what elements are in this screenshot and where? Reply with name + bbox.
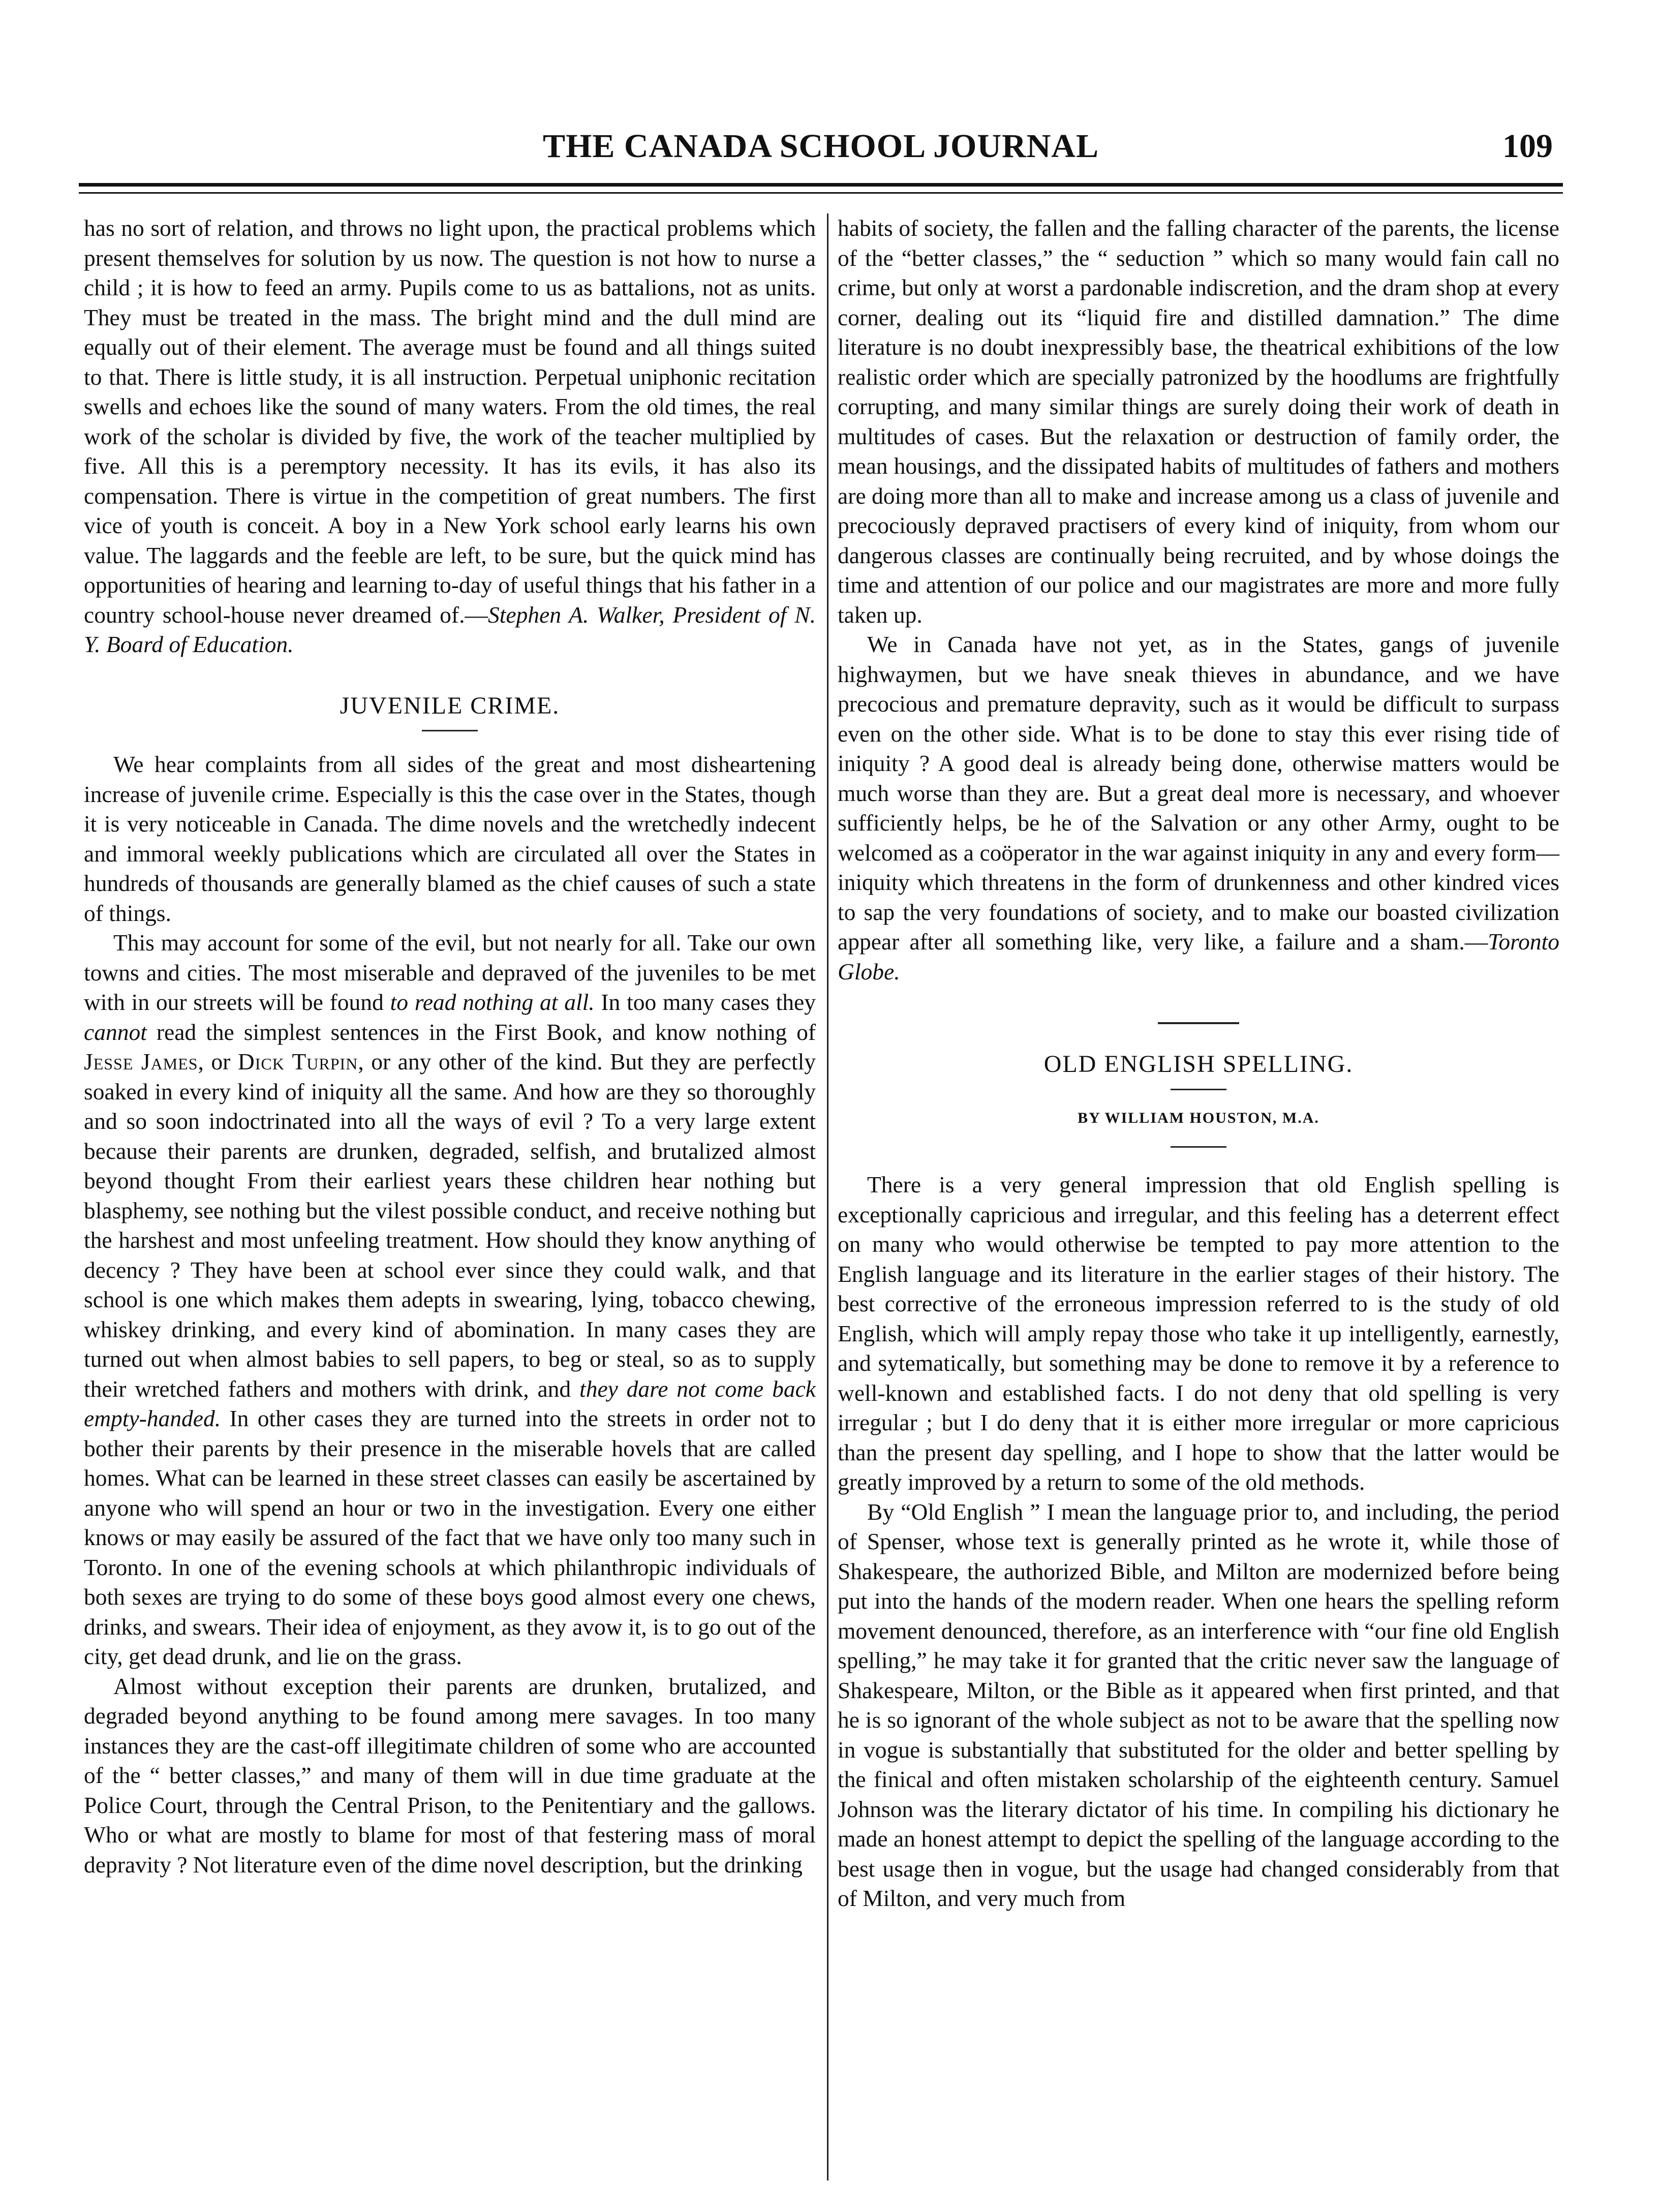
section-rule (1158, 1022, 1239, 1024)
heading-rule (1171, 1089, 1226, 1090)
paragraph (838, 630, 1559, 987)
continued-paragraph: habits of society, the fallen and the falling character of the parents, the license of the “better classes,” the “ seduction ” which so many would fain call no crime, but only at worst a pardonable indiscretion, and the dram shop at every corner, dealing out its “liquid fire and distilled damnation.” The dime literature is no doubt inexpressibly base, the theatrical exhibitions of the low realistic order which are specially patronized by the hoodlums are frightfully corrupting, and many similar things are surely doing their work of death in multitudes of cases. But the relaxation or destruction of family order, the mean housings, and the dissipated habits of multitudes of fathers and mothers are doing more than all to make and increase among us a class of juvenile and precociously depraved practisers of every kind of iniquity, from whom our dangerous classes are continually being recruited, and by whose doings the time and attention of our police and our magistrates are more and more fully taken up. (838, 215, 1559, 628)
continued-paragraph (84, 213, 816, 660)
header-rule-thin (79, 192, 1563, 194)
text-run: This may account for some of the evil, but not nearly for all. Take our own towns and cities. The most miserable and depraved of the juveniles to be met with in our streets will be found (84, 930, 816, 1015)
text-run: read the simplest sentences in the First Book, and know nothing of (146, 1019, 816, 1045)
name-run: Dick Turpin (237, 1049, 358, 1074)
attribution: Toronto Globe. (838, 929, 1559, 985)
paragraph: We hear complaints from all sides of the great and most disheartening increase of juvenile crime. Especially is this the case over in the States, though it is very noticeable in Canada. The dime novels and the wretchedly indecent and immoral weekly publications which are circulated all over the States in hundreds of thousands are generally blamed as the chief causes of such a state of things. (84, 751, 816, 926)
page-header (79, 122, 1563, 178)
heading-rule (422, 730, 478, 731)
text-run: , or (198, 1049, 238, 1074)
article-heading-juvenile-crime: JUVENILE CRIME. (340, 692, 560, 719)
paragraph-text: has no sort of relation, and throws no light upon, the practical problems which present themselves for solution by us now. The question is not how to nurse a child ; it is how to feed an army. Pupils come to us as battalions, not as units. They must be treated in the mass. The bright mind and the dull mind are equally out of their element. The average must be found and all things suited to that. There is little study, it is all instruction. Perpetual uniphonic recitation swells and echoes like the sound of many waters. From the old times, the real work of the scholar is divided by five, the work of the teacher multiplied by five. All this is a peremptory necessity. It has its evils, it has also its compensation. There is virtue in the competition of great numbers. The first vice of youth is conceit. A boy in a New York school early learns his own value. The laggards and the feeble are left, to be sure, but the quick mind has opportunities of hearing and learning to-day of useful things that his father in a country school-house never dreamed of.— (84, 215, 816, 628)
text-run: , or any other of the kind. But they are perfectly soaked in every kind of iniquity all the same. And how are they so thoroughly and so soon indoctrinated into all the ways of evil ? To a very large extent because their parents are drunken, degraded, selfish, and brutalized almost beyond thought From their earliest years these children hear nothing but blasphemy, see nothing but the vilest possible conduct, and receive nothing but the harshest and most unfeeling treatment. How should they know anything of decency ? They have been at school ever since they could walk, and that school is one which makes them adepts in swearing, lying, tobacco chewing, whiskey drinking, and every kind of abomination. In many cases they are turned out when almost babies to sell papers, to beg or steal, so as to supply their wretched fathers and mothers with drink, and (84, 1049, 816, 1402)
article-heading-old-english-spelling: OLD ENGLISH SPELLING. (1043, 1051, 1354, 1078)
italic-run: to read nothing at all. (390, 989, 595, 1015)
italic-run: cannot (84, 1019, 147, 1045)
byline-rule (1171, 1146, 1226, 1148)
paragraph (84, 928, 816, 1672)
column-divider (827, 213, 828, 2180)
left-column (84, 213, 816, 1880)
page-number: 109 (1502, 128, 1553, 165)
name-run: Jesse James (84, 1049, 198, 1074)
italic-run: they dare not come back empty-handed. (84, 1375, 816, 1431)
paragraph: By “Old English ” I mean the language prior to, and including, the period of Spenser, whose text is generally printed as he wrote it, while those of Shakespeare, the authorized Bible, and Milton are modernized before being put into the hands of the modern reader. When one hears the spelling reform movement denounced, therefore, as an interference with “our fine old English spelling,” he may take it for granted that the critic never saw the language of Shakespeare, Milton, or the Bible as it appeared when first printed, and that he is so ignorant of the whole subject as not to be aware that the spelling now in vogue is substantially that substituted for the older and better spelling by the finical and often mistaken scholarship of the eighteenth century. Samuel Johnson was the literary dictator of his time. In compiling his dictionary he made an honest attempt to depict the spelling of the language according to the best usage then in vogue, but the usage had changed considerably from that of Milton, and very much from (838, 1498, 1559, 1911)
byline: BY WILLIAM HOUSTON, M.A. (1078, 1109, 1319, 1126)
paragraph: There is a very general impression that old English spelling is exceptionally capricious and irregular, and this feeling has a deterrent effect on many who would otherwise be tempted to pay more attention to the English language and its literature in the earlier stages of their history. The best corrective of the erroneous impression referred to is the study of old English, which will amply repay those who take it up intelligently, earnestly, and sytematically, but something may be done to remove it by a reference to well-known and established facts. I do not deny that old spelling is very irregular ; but I do deny that it is either more irregular or more capricious than the present day spelling, and I hope to show that the latter would be greatly improved by a return to some of the old methods. (838, 1172, 1559, 1495)
attribution: Stephen A. Walker, President of N. Y. Board of Education. (84, 601, 816, 657)
header-rule-thick (79, 183, 1563, 187)
paragraph-text: We in Canada have not yet, as in the States, gangs of juvenile highwaymen, but we have sneak thieves in abundance, and we have precocious and premature depravity, such as it would be difficult to surpass even on the other side. What is to be done to stay this ever rising tide of iniquity ? A good deal is already being done, otherwise matters would be much worse than they are. But a great deal more is necessary, and whoever sufficiently helps, be he of the Salvation or any other Army, ought to be welcomed as a coöperator in the war against iniquity in any and every form—iniquity which threatens in the form of drunkenness and other kindred vices to sap the very foundations of society, and to make our boasted civilization appear after all something like, very like, a failure and a sham.— (838, 631, 1559, 955)
text-run: In too many cases they (594, 989, 816, 1015)
paragraph: Almost without exception their parents are drunken, brutalized, and degraded beyond anything to be found among mere savages. In too many instances they are the cast-off illegitimate children of some who are accounted of the “ better classes,” and many of them will in due time graduate at the Police Court, through the Central Prison, to the Penitentiary and the gallows. Who or what are mostly to blame for most of that festering mass of moral depravity ? Not literature even of the dime novel description, but the drinking (84, 1673, 816, 1878)
running-title: THE CANADA SCHOOL JOURNAL (543, 128, 1099, 165)
right-column (838, 213, 1559, 1914)
text-run: In other cases they are turned into the streets in order not to bother their parents by their presence in the miserable hovels that are called homes. What can be learned in these street classes can easily be ascertained by anyone who will spend an hour or two in the investigation. Every one either knows or may easily be assured of the fact that we have only too many such in Toronto. In one of the evening schools at which philanthropic individuals of both sexes are trying to do some of these boys good almost every one chews, drinks, and swears. Their idea of enjoyment, as they avow it, is to go out of the city, get dead drunk, and lie on the grass. (84, 1405, 816, 1669)
